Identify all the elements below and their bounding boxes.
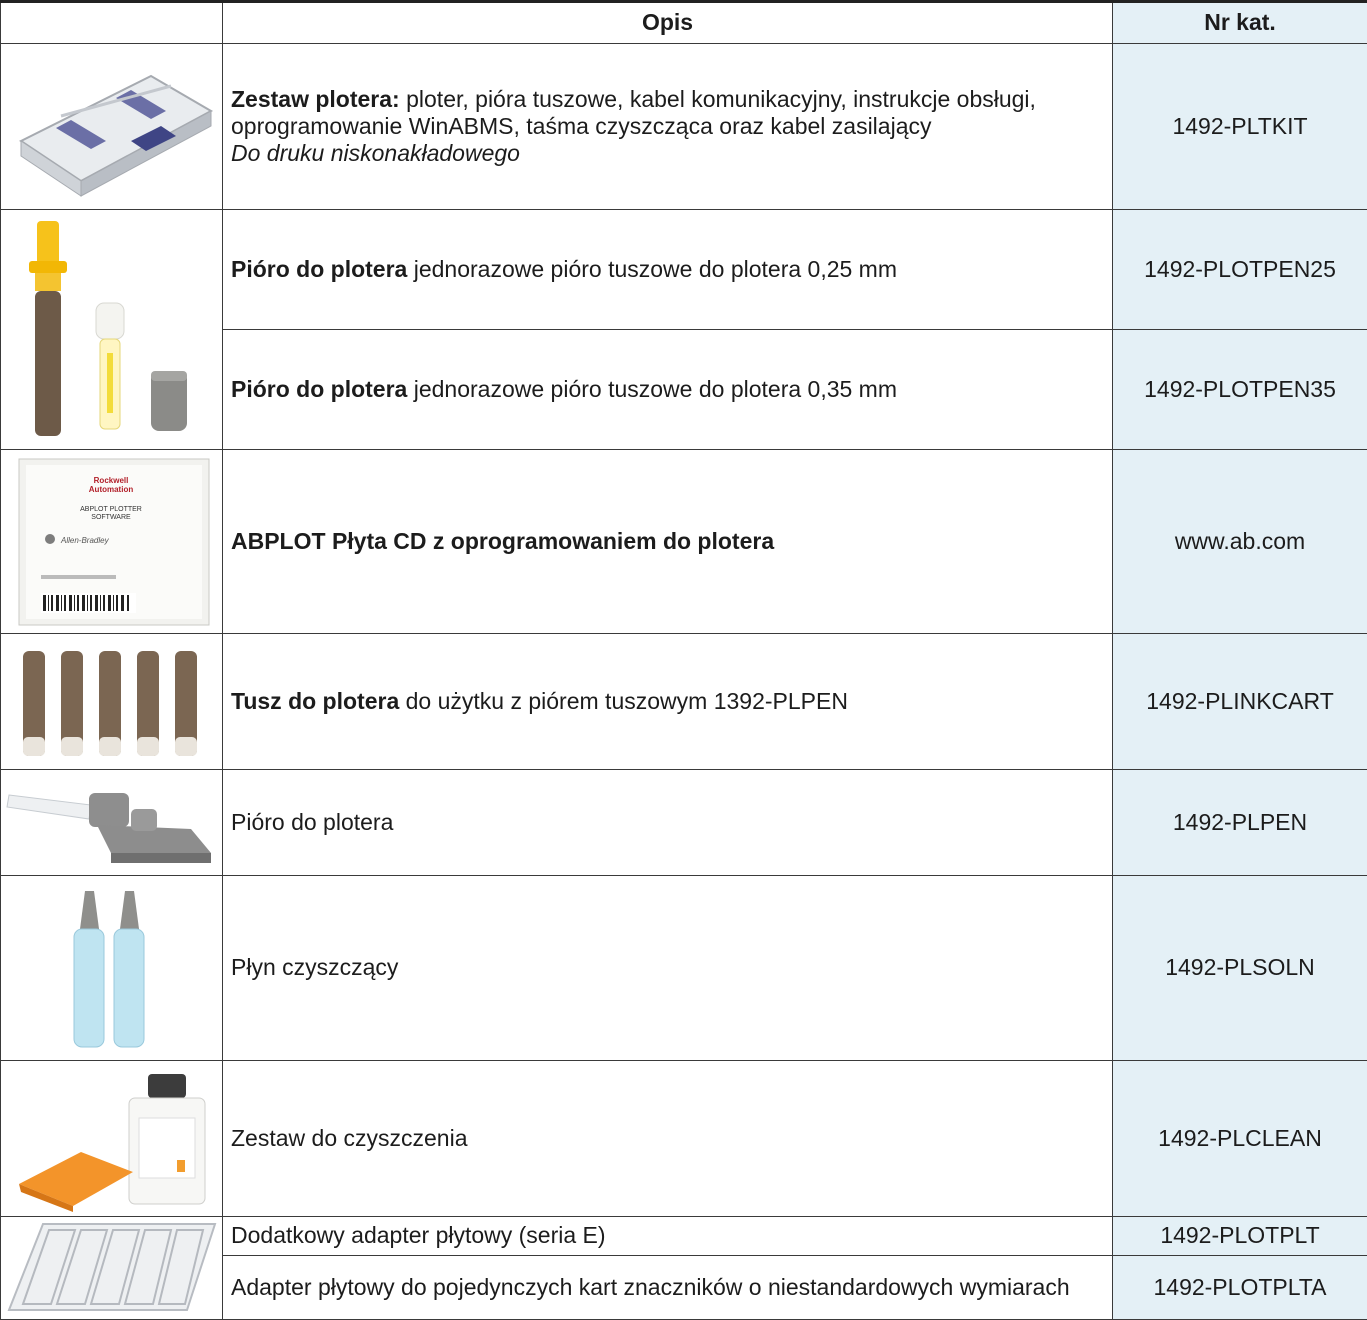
row-description — [223, 1217, 1113, 1255]
header-description: Opis — [223, 2, 1113, 44]
catalog-number: 1492-PLTKIT — [1113, 43, 1367, 210]
description-text: jednorazowe pióro tuszowe do plotera 0,25 mm — [407, 256, 898, 283]
row-description — [223, 634, 1113, 770]
plate-adapter-image — [1, 1218, 221, 1318]
catalog-number: 1492-PLCLEAN — [1113, 1060, 1367, 1216]
product-image-cell — [1, 43, 223, 210]
table-row — [1, 770, 1367, 876]
table-row — [1, 1060, 1367, 1216]
description-note: Do druku niskonakładowego — [231, 139, 520, 166]
description-text: do użytku z piórem tuszowym 1392-PLPEN — [399, 688, 848, 715]
description-bold: Tusz do plotera — [231, 688, 400, 715]
product-image-cell — [1, 875, 223, 1060]
row-description — [223, 1060, 1113, 1216]
table-row — [1, 1217, 1367, 1255]
row-description — [223, 330, 1113, 450]
product-image-cell — [1, 634, 223, 770]
description-text: ploter, pióra tuszowe, kabel komunikacyjny, instrukcje obsługi, oprogramowanie WinABMS, taśma czyszcząca oraz kabel zasilający — [231, 85, 1036, 139]
catalog-number: 1492-PLINKCART — [1113, 634, 1367, 770]
catalog-number: 1492-PLOTPEN25 — [1113, 210, 1367, 330]
plotter-pens-image — [1, 213, 221, 447]
catalog-number: 1492-PLSOLN — [1113, 875, 1367, 1060]
product-image-cell — [1, 1060, 223, 1216]
catalog-number: 1492-PLPEN — [1113, 770, 1367, 876]
pen-holder-image — [1, 773, 221, 873]
row-description — [223, 210, 1113, 330]
description-text: Dodatkowy adapter płytowy (seria E) — [231, 1222, 606, 1249]
description-bold: Pióro do plotera — [231, 376, 408, 403]
cd-product-line1: ABPLOT PLOTTER — [80, 505, 142, 513]
table-row — [1, 450, 1367, 634]
row-description — [223, 1255, 1113, 1319]
row-description — [223, 875, 1113, 1060]
catalog-number: 1492-PLOTPEN35 — [1113, 330, 1367, 450]
cleaning-bottles-image — [1, 879, 221, 1057]
table-header-row — [1, 2, 1367, 44]
catalog-number: 1492-PLOTPLTA — [1113, 1255, 1367, 1319]
description-bold: Zestaw plotera: — [231, 85, 400, 112]
ink-cartridges-image — [1, 637, 221, 767]
product-image-cell — [1, 1217, 223, 1320]
description-bold: ABPLOT Płyta CD z oprogramowaniem do plotera — [231, 528, 775, 555]
cleaning-kit-image — [1, 1064, 221, 1214]
cd-product-line2: SOFTWARE — [91, 513, 131, 521]
description-text: Pióro do plotera — [231, 809, 394, 836]
description-text: Zestaw do czyszczenia — [231, 1125, 468, 1152]
plotter-kit-image — [1, 46, 221, 206]
cd-logo-icon — [45, 534, 55, 544]
table-row — [1, 43, 1367, 210]
header-image-cell — [1, 2, 223, 44]
description-bold: Pióro do plotera — [231, 256, 408, 283]
product-image-cell — [1, 770, 223, 876]
row-description — [223, 43, 1113, 210]
description-text: Płyn czyszczący — [231, 954, 399, 981]
row-description — [223, 450, 1113, 634]
cd-brand-line2: Automation — [88, 484, 134, 494]
table-row — [1, 210, 1367, 330]
catalog-number: 1492-PLOTPLT — [1113, 1217, 1367, 1255]
cd-brand-line1: Rockwell — [93, 475, 129, 485]
row-description — [223, 770, 1113, 876]
description-text: jednorazowe pióro tuszowe do plotera 0,35 mm — [407, 376, 898, 403]
product-image-cell — [1, 450, 223, 634]
table-row — [1, 634, 1367, 770]
software-cd-image — [1, 453, 221, 631]
header-catalog-number: Nr kat. — [1113, 2, 1367, 44]
table-row — [1, 875, 1367, 1060]
product-image-cell — [1, 210, 223, 450]
description-text: Adapter płytowy do pojedynczych kart znaczników o niestandardowych wymiarach — [231, 1273, 1070, 1300]
cd-maker: Allen-Bradley — [61, 535, 109, 545]
catalog-number: www.ab.com — [1113, 450, 1367, 634]
